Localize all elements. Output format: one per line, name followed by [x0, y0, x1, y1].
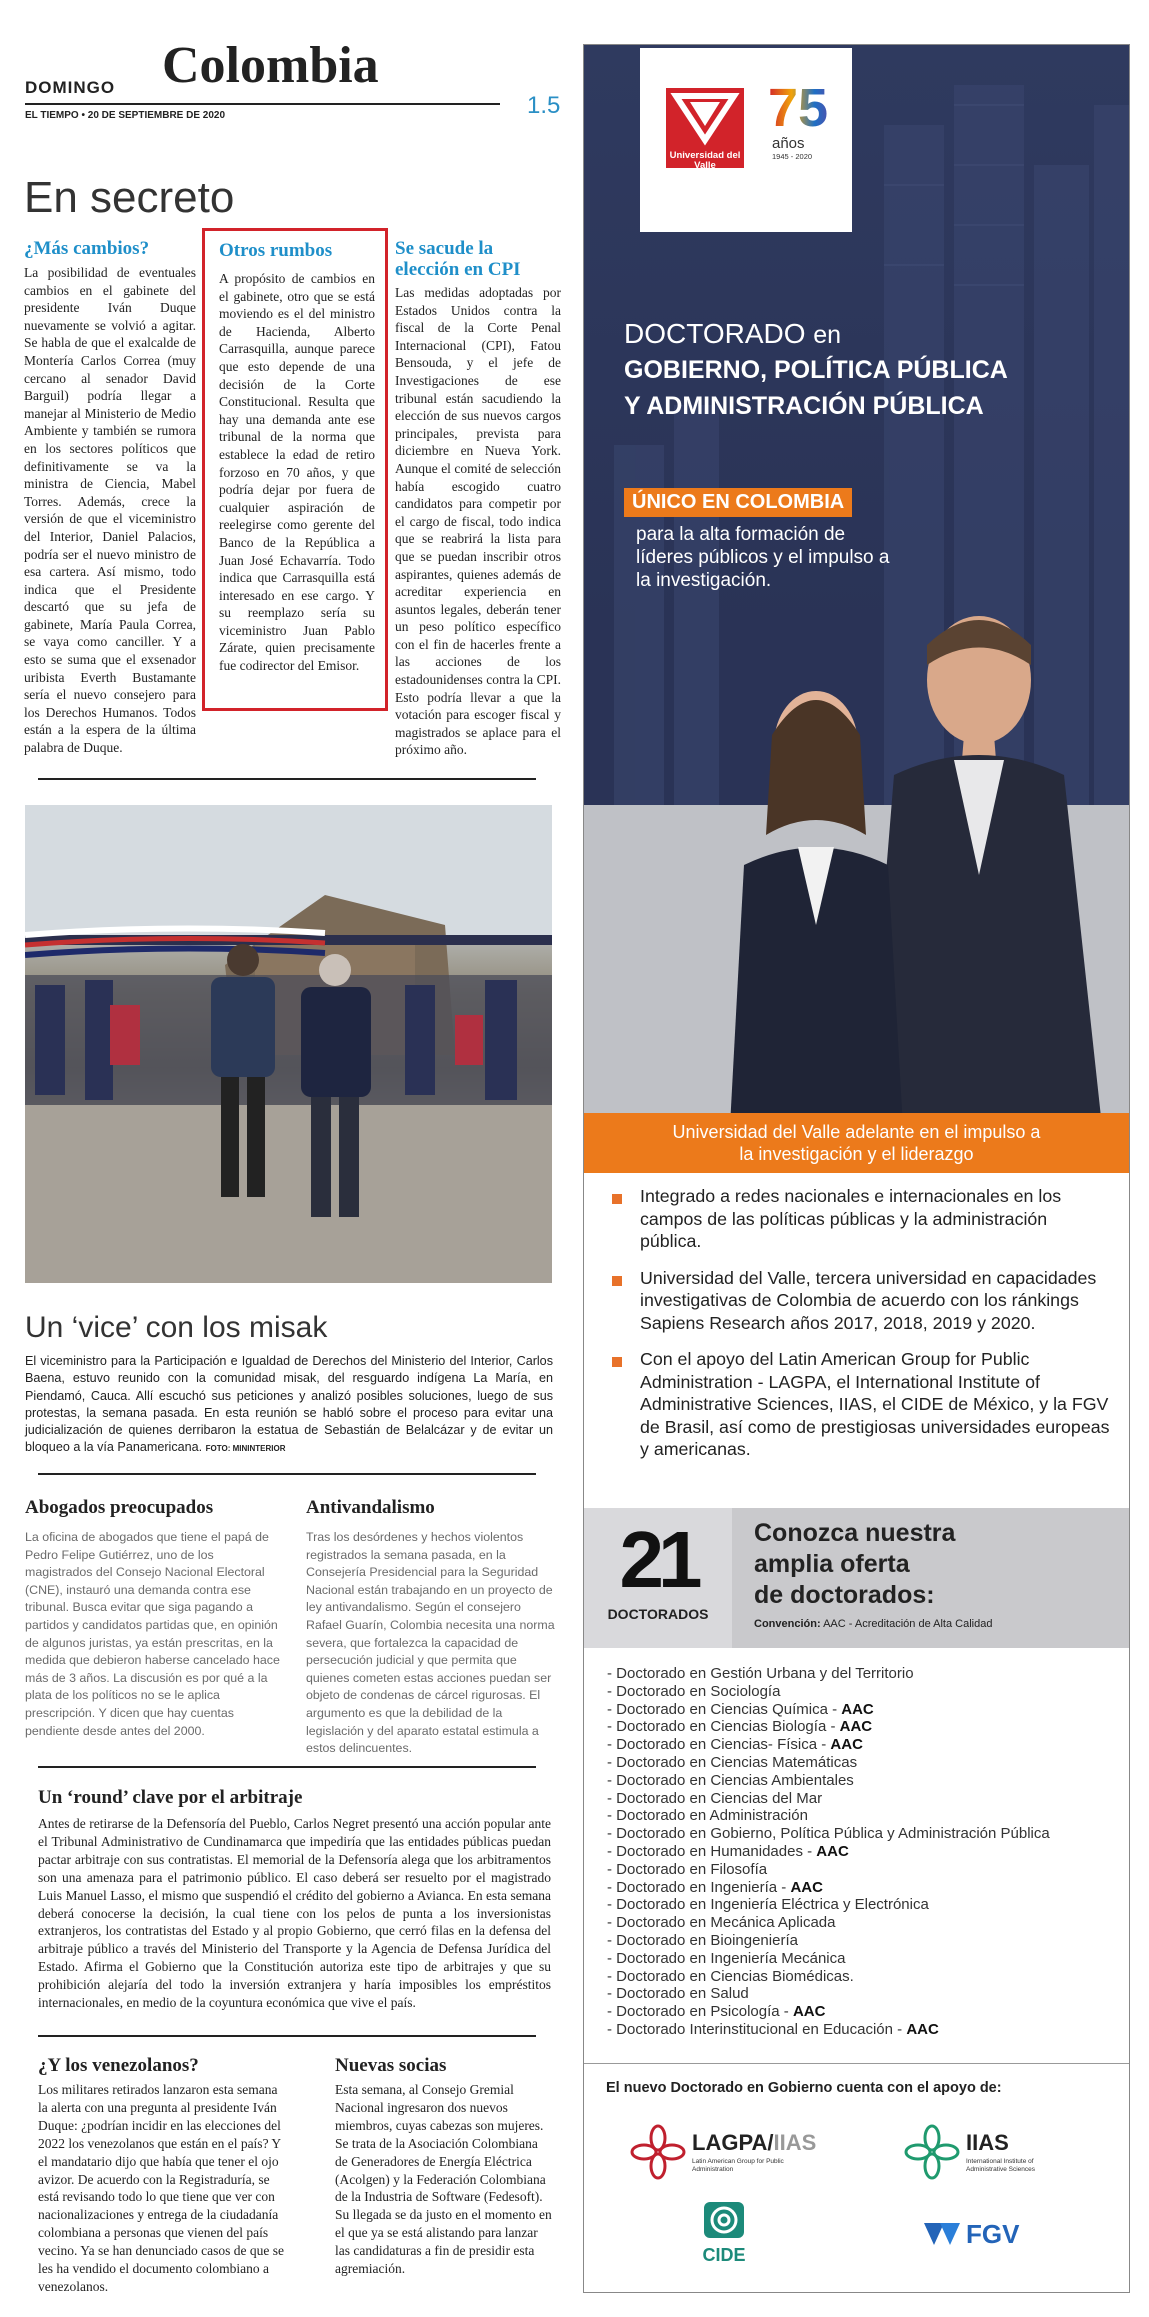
- program-item: [607, 1683, 1122, 1701]
- accreditation-tag: AAC: [839, 1718, 873, 1736]
- headline: Se sacude la elección en CPI: [395, 238, 521, 280]
- supporters-title: El nuevo Doctorado en Gobierno cuenta con el apoyo de:: [606, 2080, 1002, 2096]
- students-illustration: [584, 585, 1129, 1113]
- article-body: Los militares retirados lanzaron esta semana la alerta con una pregunta al presidente Iván Duque: ¿podrían incidir en las elecciones del 2022 los venezolanos que están en el país? Y el mandatario dijo que había que tener el ojo avizor. De acuerdo con la Registraduría, se está revisando todo lo que tiene que ver con nacionalizaciones y entrega de la ciudadanía colombiana a personas que vienen del país vecino. Ya se han denunciado casos de que se les ha vendido el documento colombiano a venezolanos.: [38, 2082, 284, 2294]
- program-name: - Doctorado en Ciencias Química -: [607, 1700, 842, 1718]
- univalle-ad: [583, 44, 1130, 2293]
- doct-en: en: [813, 321, 842, 349]
- secreto-col-1: [24, 238, 196, 757]
- divider: [38, 1766, 536, 1768]
- count-cell: [584, 1508, 732, 1648]
- headline: Abogados preocupados: [25, 1497, 214, 1518]
- doctorate-count-box: [584, 1508, 1129, 1648]
- program-name: - Doctorado en Ciencias Matemáticas: [607, 1753, 858, 1771]
- tagline-banner: [584, 1113, 1129, 1173]
- program-name: - Doctorado en Sociología: [607, 1682, 781, 1700]
- cide-logo: [694, 2200, 754, 2266]
- program-item: [607, 1772, 1122, 1790]
- program-name: - Doctorado en Ciencias Biología -: [607, 1718, 840, 1736]
- benefit-item: Con el apoyo del Latin American Group for Public Administration - LAGPA, el International Institute of Administrative Sciences, IIAS, el CIDE de México, y la FGV de Brasil, así como de prestigiosas universidades europeas y americanas.: [612, 1348, 1112, 1461]
- accreditation-tag: AAC: [830, 1736, 863, 1754]
- iias-subtitle: International Institute of Administrative Sciences: [966, 2158, 1035, 2173]
- benefit-item: Integrado a redes nacionales e internacionales en los campos de las políticas públicas y la administración pública.: [612, 1185, 1112, 1253]
- iias-logo: [904, 2120, 1114, 2190]
- program-name: - Doctorado en Administración: [607, 1807, 808, 1825]
- convention-text: AAC - Acreditación de Alta Calidad: [823, 1618, 993, 1630]
- program-item: [607, 1718, 1122, 1736]
- article-body: Esta semana, al Consejo Gremial Nacional ingresaron dos nuevos miembros, cuyas cabezas son mujeres. Se trata de la Asociación Colombiana de Generadores de Energía Eléctrica (Acolgen) y la Federación Colombiana de la Industria de Software (Fedesoft). Su llegada se da justo en el momento en el que ya se está alistando para lanzar las candidaturas a fin de presidir esta agremiación.: [335, 2082, 552, 2277]
- program-line-2: Y ADMINISTRACIÓN PÚBLICA: [624, 392, 984, 420]
- lagpa-logo: [630, 2120, 830, 2190]
- divider: [38, 778, 536, 780]
- program-item: [607, 1950, 1122, 1968]
- program-item: [607, 1861, 1122, 1879]
- univalle-shield-icon: [666, 88, 744, 146]
- logo-card: [640, 48, 852, 232]
- accreditation-tag: AAC: [816, 1842, 849, 1860]
- program-item: [607, 1968, 1122, 1986]
- accreditation-tag: AAC: [792, 2003, 826, 2021]
- article-body: Antes de retirarse de la Defensoría del Pueblo, Carlos Negret presentó una acción popular ante el Tribunal Administrativo de Cundinamarca que impediría que las entidades públicas puedan pactar arbitraje con sus contratistas. El memorial de la Defensoría alega que los arbitramentos son una amenaza para el patrimonio público. El caso deberá ser resuelto por el magistrado Luis Manuel Lasso, el mismo que suspendió el crédito del gobierno a Avianca. En esta semana deberá conocerse la decisión, la cual tiene con los pelos de punta a los inversionistas extranjeros, los contratistas del Estado y al propio Gobierno, que cerró filas en la defensa del arbitraje público a través del Ministerio del Transporte y la Agencia de Defensa Jurídica del Estado. Afirma el Gobierno que la Constitución autoriza este tipo de arbitrajes y que su prohibición alejaría del todo la inversión extranjera y haría imposibles los empréstitos internacionales, en medio de la coyuntura económica que vive el país.: [38, 1816, 551, 2011]
- divider: [38, 1473, 536, 1475]
- headline: ¿Más cambios?: [24, 238, 150, 259]
- lagpa-iias-text: IIAS: [773, 2130, 817, 2155]
- univalle-logo: [666, 88, 744, 171]
- program-name: - Doctorado en Salud: [607, 1985, 749, 2003]
- photo-credit: FOTO: MININTERIOR: [205, 1444, 286, 1454]
- program-name: - Doctorado en Humanidades -: [607, 1842, 817, 1860]
- program-name: - Doctorado en Mecánica Aplicada: [607, 1914, 836, 1932]
- program-item: [607, 1790, 1122, 1808]
- lagpa-subtitle: Latin American Group for Public Administration: [692, 2158, 784, 2173]
- divider: [38, 2035, 536, 2037]
- offer-text: [754, 1518, 1114, 1632]
- program-name: - Doctorado Interinstitucional en Educación -: [607, 2020, 907, 2038]
- program-name: - Doctorado en Gestión Urbana y del Territorio: [607, 1665, 914, 1682]
- headline: ¿Y los venezolanos?: [38, 2055, 199, 2076]
- vice-headline: Un ‘vice’ con los misak: [25, 1311, 328, 1344]
- program-line-1: GOBIERNO, POLÍTICA PÚBLICA: [624, 356, 1008, 384]
- unique-subtitle: para la alta formación de líderes públicos y el impulso a la investigación.: [636, 524, 890, 591]
- headline: Antivandalismo: [306, 1497, 435, 1518]
- program-name: - Doctorado en Bioingeniería: [607, 1931, 798, 1949]
- program-name: - Doctorado en Psicología -: [607, 2003, 793, 2021]
- program-name: - Doctorado en Ciencias del Mar: [607, 1789, 823, 1807]
- program-item: [607, 1754, 1122, 1772]
- headline: Un ‘round’ clave por el arbitraje: [38, 1787, 303, 1808]
- abogados-article: [25, 1497, 280, 1740]
- list-divider: [584, 2063, 1129, 2064]
- section-day: DOMINGO: [25, 78, 116, 97]
- header-rule: [25, 103, 500, 105]
- article-body: La oficina de abogados que tiene el papá de Pedro Felipe Gutiérrez, uno de los magistrados del Consejo Nacional Electoral (CNE), instauró una demanda contra ese tribunal. Busca evitar que siga pagando a partidos y candidatos partidas que, en opinión de algunos juristas, ya están prescritas, en la medida que debieron haberse cancelado hace más de 3 años. La discusión es por qué a la plata de los políticos no se le aplica prescripción. Y dicen que hay cuentas pendiente desde antes del 2000.: [25, 1530, 280, 1738]
- program-item: [607, 1736, 1122, 1754]
- cide-spiral-icon: [702, 2200, 746, 2240]
- article-body: Las medidas adoptadas por Estados Unidos contra la fiscal de la Corte Penal Internacional (CPI), Fatou Bensouda, y el jefe de Investigaciones de ese tribunal están sacudiendo la elección de sus nuevos cargos principales, prevista para diciembre en Nueva York. Aunque el comité de selección había escogido cuatro candidatos para competir por el cargo de fiscal, todo indica que se reabrirá la lista para que se puedan inscribir otros aspirantes, quienes además de acreditar experiencia en asuntos legales, deberán tener un peso político específico con el fin de hacerles frente a las acciones de los estadounidenses contra la CPI. Esto podría llevar a que la votación para escoger fiscal y magistrados se aplace para el próximo año.: [395, 285, 561, 758]
- program-name: - Doctorado en Gobierno, Política Pública y Administración Pública: [607, 1825, 1050, 1843]
- program-heading: [624, 318, 1124, 423]
- count-label: DOCTORADOS: [607, 1606, 709, 1622]
- offer-line-2: amplia oferta: [754, 1550, 910, 1578]
- article-body: La posibilidad de eventuales cambios en el gabinete del presidente Iván Duque nuevamente se volvió a agitar. Se habla de que el exalcalde de Montería Carlos Correa (muy cercano al senador David Barguil) podría llegar a manejar al Ministerio de Medio Ambiente y también se rumora en los sectores políticos que definitivamente se va la ministra de Ciencia, Mabel Torres. Además, crece la versión de que el viceministro del Interior, Daniel Palacios, podría ser el nuevo ministro de esa cartera. Así mismo, todo indica que el Presidente descartó que su jefa de gabinete, María Paula Correa, se vaya como canciller. Y a esto se suma que el exsenador uribista Everth Bustamante sería el nuevo consejero para los Derechos Humanos. Todos están a la espera de la última palabra de Duque.: [24, 265, 196, 756]
- convention-label: Convención:: [754, 1618, 821, 1630]
- paper-date: EL TIEMPO • 20 DE SEPTIEMBRE DE 2020: [25, 110, 226, 121]
- vice-body: [25, 1353, 553, 1458]
- program-name: - Doctorado en Ingeniería Mecánica: [607, 1949, 846, 1967]
- program-item: [607, 2003, 1122, 2021]
- arbitraje-article: [38, 1787, 551, 2012]
- accreditation-tag: AAC: [841, 1700, 874, 1718]
- program-item: [607, 1879, 1122, 1897]
- doct-pre: DOCTORADO: [624, 318, 806, 349]
- iias-flower-icon: [904, 2124, 960, 2180]
- page-number: 1.5: [527, 92, 561, 119]
- secreto-col-2-highlight-box: [202, 228, 388, 711]
- anniv-years: 1945 - 2020: [772, 152, 813, 161]
- lagpa-flower-icon: [630, 2124, 686, 2180]
- program-name: - Doctorado en Ciencias Ambientales: [607, 1771, 854, 1789]
- logo-name: Universidad del Valle: [669, 150, 741, 171]
- fgv-mark-icon: [924, 2219, 960, 2249]
- benefit-item: Universidad del Valle, tercera universidad en capacidades investigativas de Colombia de acuerdo con los ránkings Sapiens Research años 2017, 2018, 2019 y 2020.: [612, 1267, 1112, 1335]
- headline: Nuevas socias: [335, 2055, 447, 2076]
- program-list: [607, 1665, 1122, 2039]
- program-name: - Doctorado en Ciencias Biomédicas.: [607, 1967, 854, 1985]
- antivandalismo-article: [306, 1497, 556, 1758]
- accreditation-tag: AAC: [790, 1878, 823, 1896]
- accreditation-tag: AAC: [906, 2020, 939, 2038]
- fgv-logo: [924, 2217, 1054, 2257]
- program-item: [607, 1843, 1122, 1861]
- program-name: - Doctorado en Ingeniería Eléctrica y Electrónica: [607, 1896, 929, 1914]
- anniv-word: años: [772, 135, 805, 152]
- secreto-col-3: [395, 238, 561, 759]
- section-title: Colombia: [162, 37, 379, 94]
- program-name: - Doctorado en Ciencias- Física -: [607, 1736, 831, 1754]
- count-number: 21: [619, 1515, 697, 1604]
- offer-line-1: Conozca nuestra: [754, 1519, 956, 1547]
- program-item: [607, 1914, 1122, 1932]
- program-item: [607, 2021, 1122, 2039]
- program-item: [607, 1807, 1122, 1825]
- article-body: A propósito de cambios en el gabinete, otro que se está moviendo es el del ministro de Hacienda, Alberto Carrasquilla, aunque parece que esto depende de una decisión de la Corte Constitucional. Resulta que hay una demanda ante ese tribunal de la norma que establece la edad de retiro forzoso en 70 años, y que podría dejar por fuera de cualquier aspiración de reelegirse como gerente del Banco de la República a Juan José Echavarría. Todo indica que Carrasquilla está interesado en ese cargo. Y su reemplazo sería su viceministro Juan Pablo Zárate, quien precisamente fue codirector del Emisor.: [219, 271, 375, 674]
- headline: Otros rumbos: [219, 240, 333, 261]
- program-name: - Doctorado en Ingeniería -: [607, 1878, 791, 1896]
- tagline-text: Universidad del Valle adelante en el impulso a la investigación y el liderazgo: [672, 1122, 1041, 1164]
- anniversary-badge: [768, 80, 838, 161]
- cide-text: CIDE: [702, 2245, 746, 2265]
- benefits-list: [612, 1185, 1112, 1475]
- program-item: [607, 1932, 1122, 1950]
- program-name: - Doctorado en Filosofía: [607, 1860, 768, 1878]
- secreto-title: En secreto: [24, 173, 235, 222]
- ad-hero: [584, 45, 1129, 1113]
- program-item: [607, 1701, 1122, 1719]
- unique-badge: ÚNICO EN COLOMBIA: [624, 488, 852, 517]
- article-body: Tras los desórdenes y hechos violentos registrados la semana pasada, en la Consejería Presidencial para la Seguridad Nacional están trabajando en un proyecto de ley antivandalismo. Según el consejero Rafael Guarín, Colombia necesita una norma severa, que fortalezca la capacidad de persecución judicial y que permita que quienes cometen estas acciones puedan ser objeto de condenas de cárcel rigurosas. El argumento es que la debilidad de la legislación y del aparato estatal estimula a estos delincuentes.: [306, 1530, 555, 1756]
- program-item: [607, 1665, 1122, 1683]
- anniv-number: 75: [768, 80, 838, 136]
- venezolanos-article: [38, 2055, 290, 2296]
- news-photo: [25, 805, 552, 1283]
- vice-text: El viceministro para la Participación e Igualdad de Derechos del Ministerio del Interior, Carlos Baena, estuvo reunido con la comunidad misak, del resguardo indígena La María, en Piendamó, Cauca. Allí escuchó sus peticiones y analizó posibles soluciones, luego de sus protestas, la semana pasada. En esta reunión se habló sobre el proceso para evitar una judicialización de quienes derribaron la estatua de Sebastián de Belalcázar y de evitar un bloqueo a la vía Panamericana.: [25, 1354, 553, 1455]
- offer-line-3: de doctorados:: [754, 1581, 935, 1609]
- program-item: [607, 1896, 1122, 1914]
- program-item: [607, 1825, 1122, 1843]
- fgv-text: FGV: [966, 2219, 1020, 2249]
- socias-article: [335, 2055, 553, 2278]
- program-item: [607, 1985, 1122, 2003]
- iias-text: IIAS: [966, 2130, 1009, 2155]
- lagpa-text: LAGPA/: [692, 2130, 774, 2155]
